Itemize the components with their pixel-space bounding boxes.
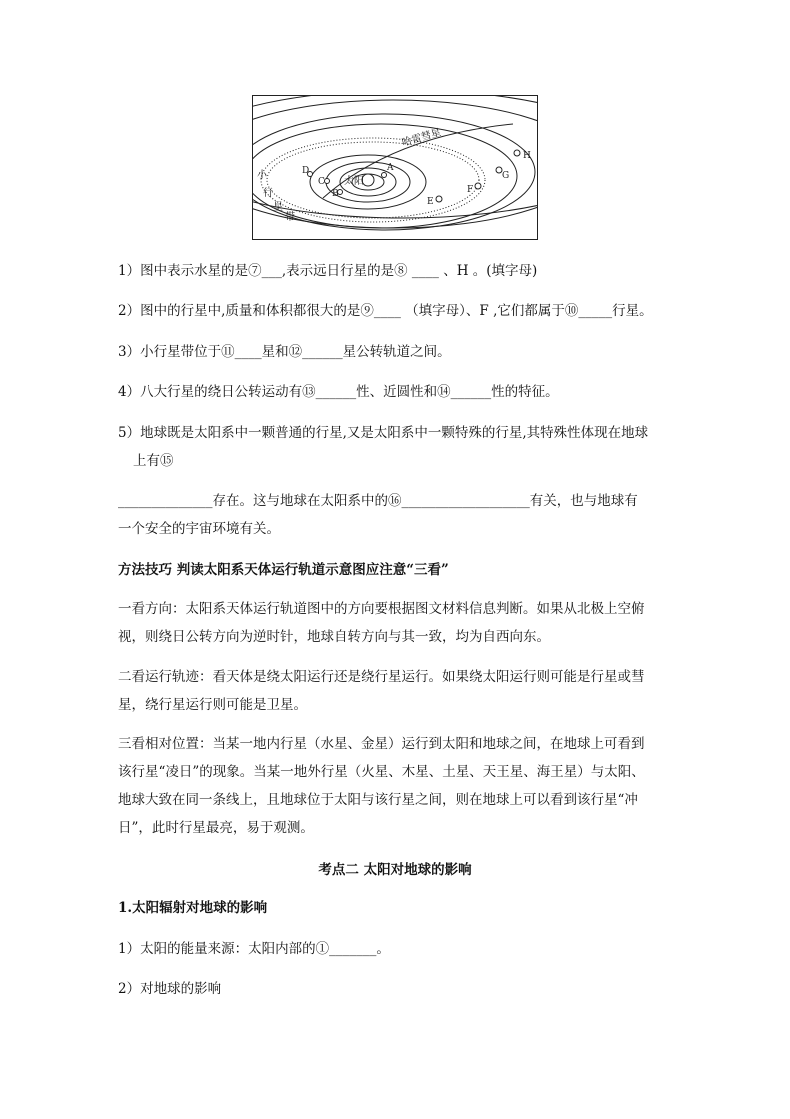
label-H: H	[523, 151, 531, 161]
planet-H	[514, 150, 520, 156]
method-p1-l2: 视，则绕日公转方向为逆时针，地球自转方向与其一致，均为自西向东。	[118, 629, 550, 645]
planet-C	[325, 179, 330, 184]
method-p3-l3: 地球大致在同一条线上，且地球位于太阳与该行星之间，则在地球上可以看到该行星“冲	[118, 792, 638, 808]
label-D: D	[302, 166, 310, 176]
planet-E	[436, 196, 442, 202]
sun-label: 太阳	[344, 176, 364, 187]
method-p2-l1: 二看运行轨迹：看天体是绕太阳运行还是绕行星运行。如果绕太阳运行则可能是行星或彗	[118, 669, 645, 685]
label-C: C	[318, 177, 325, 187]
belt-char-4: 带	[285, 212, 295, 223]
label-A: A	[387, 163, 394, 173]
solar-system-figure	[252, 95, 538, 240]
method-p1-l1: 一看方向：太阳系天体运行轨道图中的方向要根据图文材料信息判断。如果从北极上空俯	[118, 601, 645, 617]
orbit-diagram	[253, 96, 538, 240]
question-5-cont-3: 一个安全的宇宙环境有关。	[118, 521, 280, 537]
label-B: B	[332, 189, 339, 199]
question-5-cont: 上有⑮	[133, 453, 174, 469]
method-p2-l2: 星，绕行星运行则可能是卫星。	[118, 697, 307, 713]
question-1: 1）图中表示水星的是⑦___,表示远日行星的是⑧ ____ 、H 。(填字母)	[118, 263, 538, 279]
question-2: 2）图中的行星中,质量和体积都很大的是⑨____ （填字母）、F ,它们都属于⑩_____行星。	[118, 303, 653, 319]
belt-char-3: 星	[273, 202, 283, 213]
belt-char-1: 小	[257, 170, 267, 181]
method-title: 方法技巧 判读太阳系天体运行轨道示意图应注意“三看”	[118, 562, 449, 578]
section-title: 考点二 太阳对地球的影响	[318, 862, 472, 878]
label-E: E	[427, 197, 434, 207]
question-4: 4）八大行星的绕日公转运动有⑬______性、近圆性和⑭______性的特征。	[118, 384, 559, 400]
label-F: F	[467, 185, 474, 195]
label-G: G	[502, 171, 510, 181]
question-3: 3）小行星带位于⑪____星和⑫______星公转轨道之间。	[118, 344, 451, 360]
method-p3-l4: 日”，此时行星最亮，易于观测。	[118, 820, 314, 836]
orbit-G	[253, 100, 538, 228]
method-p3-l1: 三看相对位置：当某一地内行星（水星、金星）运行到太阳和地球之间，在地球上可看到	[118, 736, 645, 752]
section2-question-2: 2）对地球的影响	[118, 981, 222, 997]
belt-char-2: 行	[263, 188, 273, 199]
section2-question-1: 1）太阳的能量来源：太阳内部的①_______。	[118, 941, 390, 957]
method-p3-l2: 该行星“凌日”的现象。当某一地外行星（火星、木星、土星、天王星、海王星）与太阳、	[118, 764, 645, 780]
planet-F	[475, 183, 481, 189]
planet-A	[382, 173, 387, 178]
comet-label: 哈雷彗星	[400, 127, 443, 149]
question-5: 5）地球既是太阳系中一颗普通的行星,又是太阳系中一颗特殊的行星,其特殊性体现在地球	[118, 425, 649, 441]
question-5-cont-2: ______________存在。这与地球在太阳系中的⑯___________________有关，也与地球有	[118, 493, 638, 509]
subsection-title: 1.太阳辐射对地球的影响	[118, 900, 268, 916]
